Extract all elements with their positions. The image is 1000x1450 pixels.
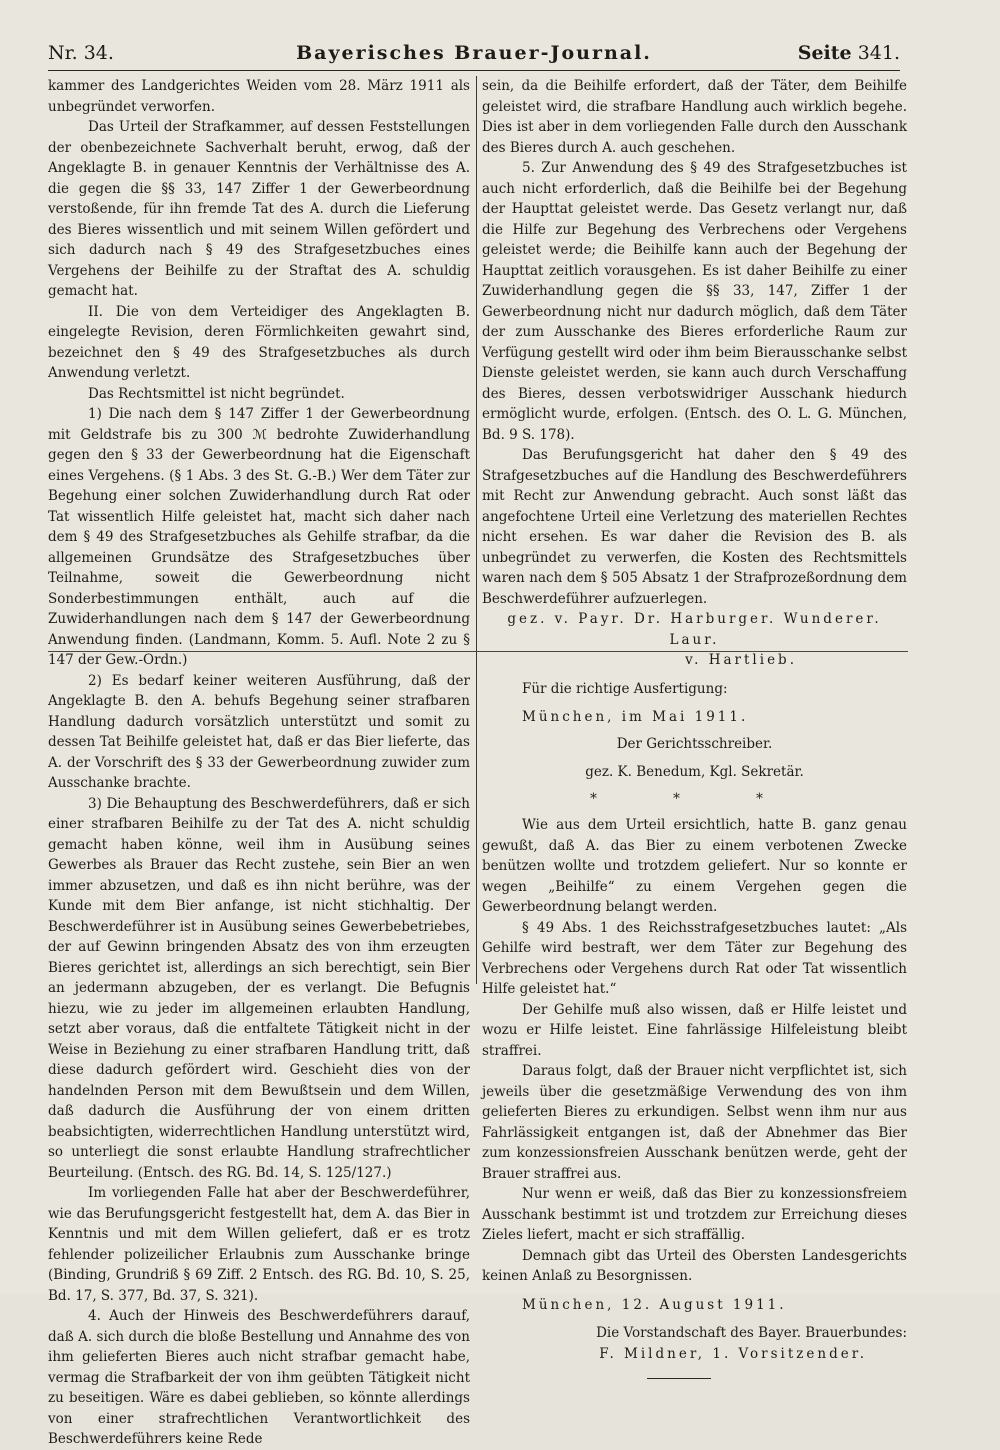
court-signers-1: gez. v. Payr. Dr. Harburger. Wunderer. Laur. [507,611,882,648]
right-paragraph-9: Demnach gibt das Urteil des Obersten Landesgerichts keinen Anlaß zu Besorgnissen. [482,1247,907,1284]
right-paragraph-5: § 49 Abs. 1 des Reichsstrafgesetzbuches lautet: „Als Gehilfe wird bestraft, wer dem Täter zur Begehung des Verbrechens oder Vergehens durch Rat oder Tat wissentlich Hilfe geleistet hat.“ [482,919,907,997]
left-paragraph-9: 4. Auch der Hinweis des Beschwerdeführers darauf, daß A. sich durch die bloße Bestellung und Annahme des von ihm gelieferten Bieres auch nicht strafbar gemacht habe, vermag die Strafbarkeit der von ihm geübten Tätigkeit nicht zu beseitigen. Wäre es dabei geblieben, so könnte allerdings von einer strafrechtlichen Verantwortlichkeit des Beschwerdeführers keine Rede [48,1308,470,1447]
left-paragraph-1: kammer des Landgerichtes Weiden vom 28. März 1911 als unbegründet verworfen. [48,78,470,115]
clerk-signature: gez. K. Benedum, Kgl. Sekretär. [585,764,804,780]
signature-rule [647,1378,711,1379]
left-column [48,76,470,1450]
left-paragraph-6: 2) Es bedarf keiner weiteren Ausführung, daß der Angeklagte B. den A. behufs Begehung seiner strafbaren Handlung dadurch vorsätzlich unterstützt und somit zu dessen Tat Beihilfe geleistet hat, daß er das Bier lieferte, das A. der Vorschrift des § 33 der Gewerbeordnung zuwider zum Ausschanke brachte. [48,672,470,791]
right-paragraph-4: Wie aus dem Urteil ersichtlich, hatte B. ganz genau gewußt, daß A. das Bier zu einem verbotenen Zwecke benützen wollte und trotzdem geliefert. Nur so konnte er wegen „Beihilfe“ zu einem Vergehen gegen die Gewerbeordnung belangt werden. [482,817,907,915]
right-paragraph-1: sein, da die Beihilfe erfordert, daß der Täter, dem Beihilfe geleistet wird, die strafbare Handlung auch wirklich begehe. Dies ist aber in dem vorliegenden Falle durch den Ausschank des Bieres durch A. auch geschehen. [482,78,907,156]
left-paragraph-3: II. Die von dem Verteidiger des Angeklagten B. eingelegte Revision, deren Förmlichkeiten gewahrt sind, bezeichnet den § 49 des Strafgesetzbuches als durch Anwendung verletzt. [48,303,470,381]
clerk-title: Der Gerichtsschreiber. [616,735,773,752]
closing-organization: Die Vorstandschaft des Bayer. Brauerbundes: [596,1325,907,1341]
certification: Für die richtige Ausfertigung: [522,680,728,697]
left-paragraph-4: Das Rechtsmittel ist nicht begründet. [88,385,345,402]
closing-place-date: München, 12. August 1911. [522,1296,787,1313]
page-label: Seite [797,42,852,64]
left-paragraph-5: 1) Die nach dem § 147 Ziffer 1 der Gewerbeordnung mit Geldstrafe bis zu 300 ℳ bedrohte Zuwiderhandlung gegen den § 33 der Gewerbeordnung hat die Eigenschaft eines Vergehens. (§ 1 Abs. 3 des St. G.-B.) Wer dem Täter zur Begehung einer solchen Zuwiderhandlung durch Rat oder Tat wissentlich Hilfe geleistet hat, macht sich daher nach dem § 49 des Strafgesetzbuches als Gehilfe strafbar, da die allgemeinen Grundsätze des Strafgesetzbuches über Teilnahme, soweit die Gewerbeordnung nicht Sonderbestimmungen enthält, auch auf die Zuwiderhandlungen nach dem § 147 der Gewerbeordnung Anwendung finden. (Landmann, Komm. 5. Aufl. Note 2 zu § 147 der Gew.-Ordn.) [48,406,470,668]
right-column [482,76,907,1379]
column-divider [476,76,477,984]
section-stars: * * * [590,790,799,807]
right-paragraph-6: Der Gehilfe muß also wissen, daß er Hilfe leistet und wozu er Hilfe leistet. Eine fahrlässige Hilfeleistung bleibt straffrei. [482,1001,907,1059]
journal-title: Bayerisches Brauer-Journal. [296,42,652,64]
left-paragraph-7: 3) Die Behauptung des Beschwerdeführers, daß er sich einer strafbaren Beihilfe zu der Tat des A. nicht schuldig gemacht haben könne, weil ihm in Ausübung seines Gewerbes als Brauer das Recht zustehe, sein Bier an wen immer abzusetzen, und daß es ihn nicht berühre, was der Kunde mit dem Bier anfange, ist nicht stichhaltig. Der Beschwerdeführer ist in Ausübung seines Gewerbebetriebes, der auf Gewinn bringenden Absatz des von ihm erzeugten Bieres gerichtet ist, allerdings an sich berechtigt, sein Bier an jedermann abzugeben, der es verlangt. Die Befugnis hiezu, wie zu jeder im allgemeinen erlaubten Handlung, setzt aber voraus, daß die entfaltete Tätigkeit nicht in der Weise in Beziehung zu einer strafbaren Handlung tritt, daß diese dadurch gefördert wird. Geschieht dies von der handelnden Person mit dem Bewußtsein und dem Willen, daß dadurch die Ausführung der von einem dritten beabsichtigten, widerrechtlichen Handlung unterstützt wird, so unterliegt die sonst erlaubte Handlung strafrechtlicher Beurteilung. (Entsch. des RG. Bd. 14, S. 125/127.) [48,795,470,1181]
court-signers-2: v. Hartlieb. [685,652,797,668]
place-date: München, im Mai 1911. [522,709,749,725]
page-header [48,42,900,71]
right-paragraph-3: Das Berufungsgericht hat daher den § 49 des Strafgesetzbuches auf die Handlung des Beschwerdeführers mit Recht zur Anwendung gebracht. Auch sonst läßt das angefochtene Urteil eine Verletzung des materiellen Rechtes nicht ersehen. Es war daher die Revision des B. als unbegründet zu verwerfen, die Kosten des Rechtsmittels waren nach dem § 505 Absatz 1 der Strafprozeßordnung dem Beschwerdeführer aufzuerlegen. [482,447,907,607]
left-paragraph-2: Das Urteil der Strafkammer, auf dessen Feststellungen der obenbezeichnete Sachverhalt beruht, erwog, daß der Angeklagte B. in genauer Kenntnis der Verhältnisse des A. die gegen die §§ 33, 147 Ziffer 1 der Gewerbeordnung verstoßende, für ihn fremde Tat des A. durch die Lieferung des Bieres wissentlich und mit seinem Willen gefördert und sich dadurch nach § 49 des Strafgesetzbuches eines Vergehens der Beihilfe zu der Straftat des A. schuldig gemacht hat. [48,119,470,299]
issue-number: Nr. 34. [48,42,114,64]
right-paragraph-7: Daraus folgt, daß der Brauer nicht verpflichtet ist, sich jeweils über die gesetzmäßige Verwendung des von ihm gelieferten Bieres zu erkundigen. Selbst wenn ihm nur aus Fahrlässigkeit entgangen ist, daß der Abnehmer das Bier zum konzessionsfreien Ausschank benützen werde, geht der Brauer straffrei aus. [482,1063,907,1182]
left-paragraph-8: Im vorliegenden Falle hat aber der Beschwerdeführer, wie das Berufungsgericht festgestellt hat, dem A. das Bier in Kenntnis und mit dem Willen geliefert, daß er es trotz fehlender polizeilicher Erlaubnis zum Ausschanke bringe (Binding, Grundriß § 69 Ziff. 2 Entsch. des RG. Bd. 10, S. 25, Bd. 17, S. 377, Bd. 37, S. 321). [48,1185,470,1304]
right-paragraph-2: 5. Zur Anwendung des § 49 des Strafgesetzbuches ist auch nicht erforderlich, daß die Beihilfe bei der Begehung der Haupttat geleistet werde. Das Gesetz verlangt nur, daß die Hilfe zur Begehung des Verbrechens oder Vergehens geleistet werde; die Beihilfe kann auch der Begehung der Haupttat zeitlich vorausgehen. Es ist daher Beihilfe zu einer Zuwiderhandlung gegen die §§ 33, 147, Ziffer 1 der Gewerbeordnung nicht nur dadurch möglich, daß dem Täter der zum Ausschanke des Bieres erforderliche Raum zur Verfügung gestellt wird oder ihm beim Bierausschanke selbst Dienste geleistet werden, sie kann auch durch Verschaffung des Bieres, dessen verbotswidriger Ausschank hiedurch ermöglicht wurde, erfolgen. (Entsch. des O. L. G. München, Bd. 9 S. 178). [482,160,907,443]
closing-signer: F. Mildner, 1. Vorsitzender. [599,1345,867,1362]
page-number: 341. [857,42,900,64]
right-paragraph-8: Nur wenn er weiß, daß das Bier zu konzessionsfreiem Ausschank bestimmt ist und trotzdem zur Erreichung dieses Zieles liefert, macht er sich straffällig. [482,1186,907,1243]
page-number-label [798,42,900,64]
